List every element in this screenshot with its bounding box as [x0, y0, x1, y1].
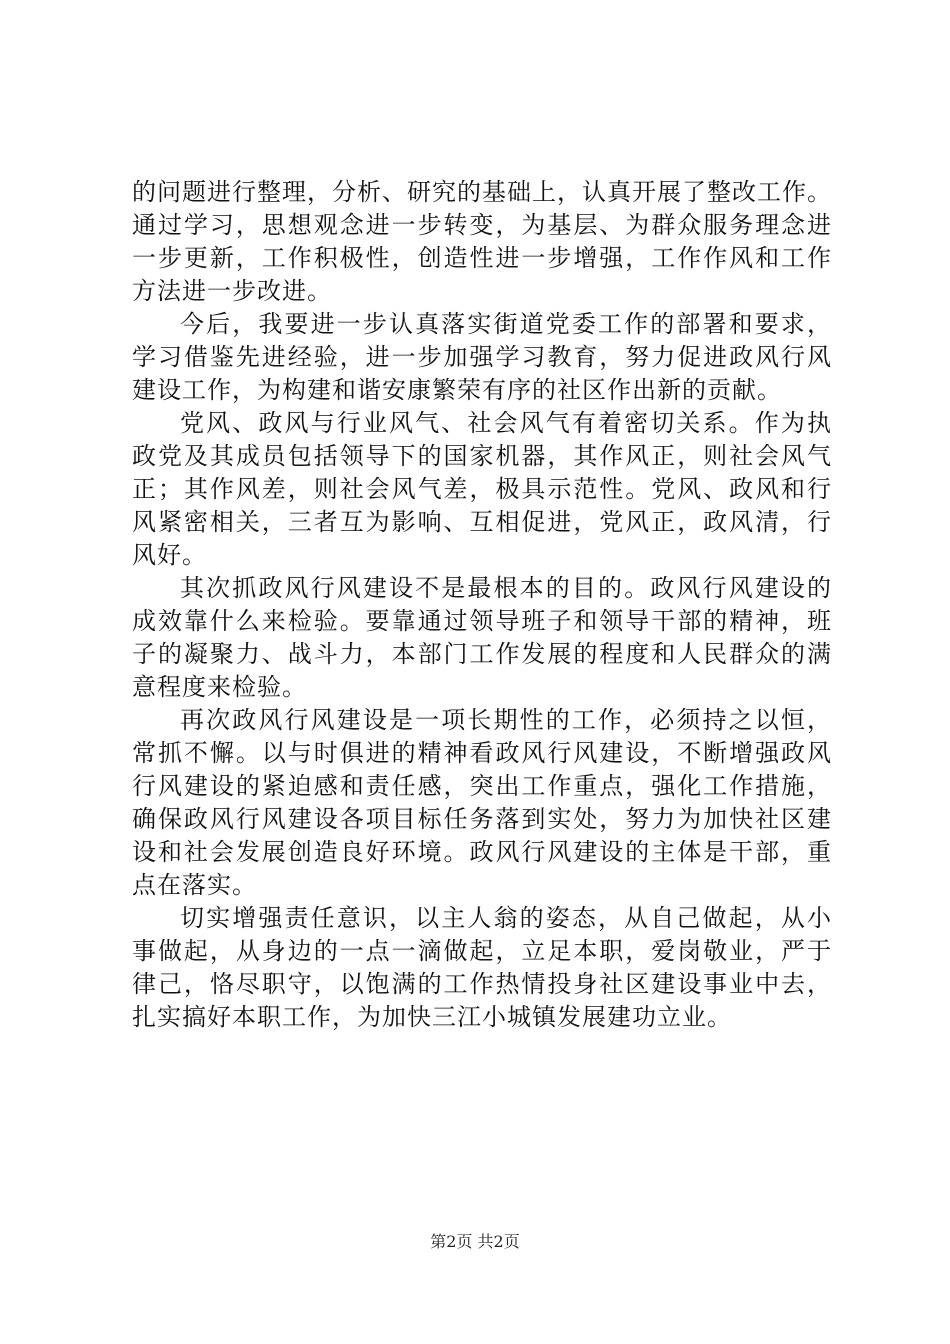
text-line: 事做起，从身边的一点一滴做起，立足本职，爱岗敬业，严于 [132, 937, 832, 965]
text-line: 正；其作风差，则社会风气差，极具示范性。党风、政风和行 [132, 475, 832, 503]
text-line: 党风、政风与行业风气、社会风气有着密切关系。作为执 [180, 409, 832, 437]
text-line: 一步更新，工作积极性，创造性进一步增强，工作作风和工作 [132, 244, 832, 272]
paragraph [132, 308, 832, 407]
text-line: 方法进一步改进。 [132, 277, 332, 305]
paragraph [132, 704, 832, 902]
text-line: 切实增强责任意识，以主人翁的姿态，从自己做起，从小 [180, 904, 832, 932]
text-line: 律己，恪尽职守，以饱满的工作热情投身社区建设事业中去， [132, 970, 832, 998]
text-line: 学习借鉴先进经验，进一步加强学习教育，努力促进政风行风 [132, 343, 832, 371]
text-line: 政党及其成员包括领导下的国家机器，其作风正，则社会风气 [132, 442, 832, 470]
text-line: 子的凝聚力、战斗力，本部门工作发展的程度和人民群众的满 [132, 640, 832, 668]
page-footer [0, 1232, 950, 1252]
text-line: 常抓不懈。以与时俱进的精神看政风行风建设，不断增强政风 [132, 739, 832, 767]
text-line: 建设工作，为构建和谐安康繁荣有序的社区作出新的贡献。 [132, 376, 782, 404]
text-line: 意程度来检验。 [132, 673, 307, 701]
paragraph [132, 176, 832, 308]
text-line: 风紧密相关，三者互为影响、互相促进，党风正，政风清，行 [132, 508, 832, 536]
text-line: 扎实搞好本职工作，为加快三江小城镇发展建功立业。 [132, 1003, 732, 1031]
text-line: 点在落实。 [132, 871, 257, 899]
text-line: 其次抓政风行风建设不是最根本的目的。政风行风建设的 [180, 574, 832, 602]
text-line: 的问题进行整理，分析、研究的基础上，认真开展了整改工作。 [132, 178, 832, 206]
text-line: 风好。 [132, 541, 207, 569]
text-line: 设和社会发展创造良好环境。政风行风建设的主体是干部，重 [132, 838, 832, 866]
paragraph [132, 407, 832, 572]
paragraph [132, 902, 832, 1034]
text-line: 今后，我要进一步认真落实街道党委工作的部署和要求， [180, 310, 832, 338]
text-line: 确保政风行风建设各项目标任务落到实处，努力为加快社区建 [132, 805, 832, 833]
text-line: 行风建设的紧迫感和责任感，突出工作重点，强化工作措施， [132, 772, 832, 800]
text-line: 通过学习，思想观念进一步转变，为基层、为群众服务理念进 [132, 211, 832, 239]
document-body [132, 176, 832, 1034]
page-number: 第2页 共2页 [430, 1232, 520, 1251]
paragraph [132, 572, 832, 704]
text-line: 成效靠什么来检验。要靠通过领导班子和领导干部的精神，班 [132, 607, 832, 635]
text-line: 再次政风行风建设是一项长期性的工作，必须持之以恒， [180, 706, 832, 734]
